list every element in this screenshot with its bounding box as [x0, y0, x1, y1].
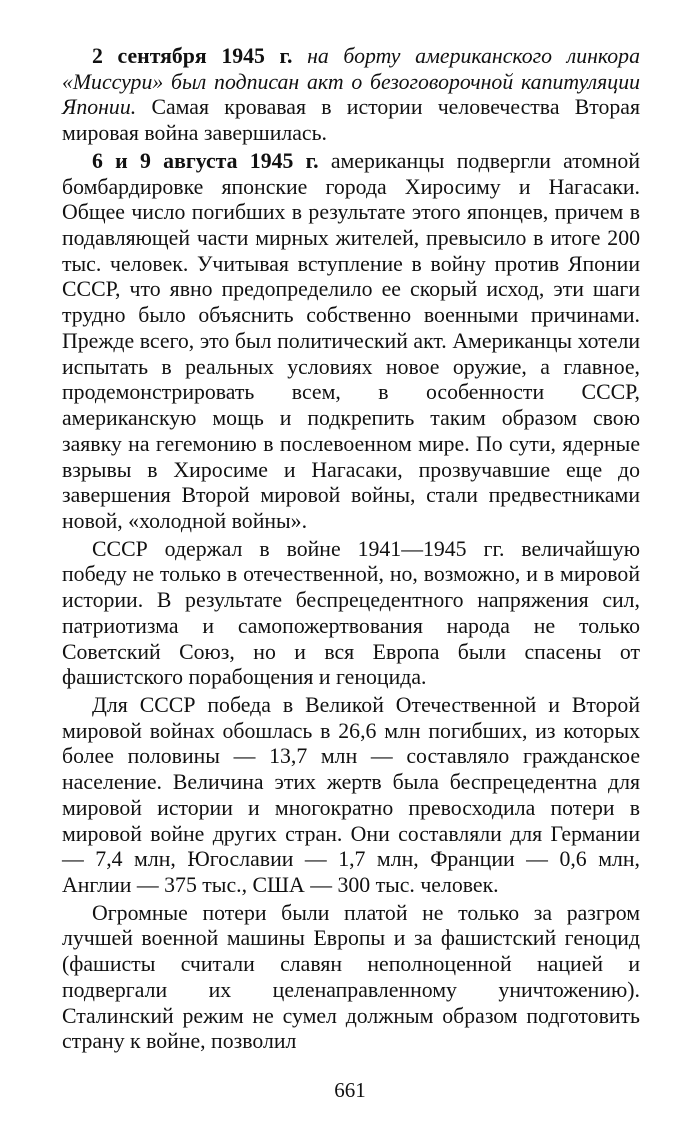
paragraph-text: СССР одержал в войне 1941—1945 гг. величайшую победу не только в отечественной, но, возможно, и в мировой истории. В результате беспрецедентного напряжения сил, патриотизма и самопожертвования народа не только Советский Союз, но и вся Европа были спасены от фашистского порабощения и геноцида.	[62, 536, 640, 690]
date-heading: 6 и 9 августа 1945 г.	[92, 148, 319, 173]
paragraph-price	[62, 901, 640, 1055]
paragraph-losses	[62, 693, 640, 899]
paragraph-text: Для СССР победа в Великой Отечественной и Второй мировой войнах обошлась в 26,6 млн погибших, из которых более половины — 13,7 млн — составляло гражданское население. Величина этих жертв была беспрецедентна для мировой истории и многократно превосходила потери в мировой войне других стран. Они составляли для Германии — 7,4 млн, Югославии — 1,7 млн, Франции — 0,6 млн, Англии — 375 тыс., США — 300 тыс. человек.	[62, 692, 640, 897]
paragraph-text: Самая кровавая в истории человечества Вторая мировая война завершилась.	[62, 95, 641, 146]
paragraph-text: Огромные потери были платой не только за разгром лучшей военной машины Европы и за фашистский геноцид (фашисты считали славян неполноценной нацией и подвергали их целенаправленному уничтожению). Сталинский режим не сумел должным образом подготовить страну к войне, позволил	[62, 900, 640, 1054]
paragraph-text: американцы подвергли атомной бомбардировке японские города Хиросиму и Нагасаки. Общее число погибших в результате этого японцев, причем в подавляющей части мирных жителей, превысило в итоге 200 тыс. человек. Учитывая вступление в войну против Японии СССР, что явно предопределило ее скорый исход, эти шаги трудно было объяснить собственно военными причинами. Прежде всего, это был политический акт. Американцы хотели испытать в реальных условиях новое оружие, а главное, продемонстрировать всем, в особенности СССР, американскую мощь и подкрепить таким образом свою заявку на гегемонию в послевоенном мире. По сути, ядерные взрывы в Хиросиме и Нагасаки, прозвучавшие еще до завершения Второй мировой войны, стали предвестниками новой, «холодной войны».	[62, 148, 640, 533]
date-heading: 2 сентября 1945 г.	[92, 44, 293, 68]
page-number: 661	[334, 1078, 366, 1102]
italic-statement: на борту американского линкора «Миссури» был подписан акт о безоговорочной капитуляции Японии.	[62, 44, 640, 120]
paragraph-victory	[62, 537, 640, 691]
paragraph-atomic-bombing	[62, 149, 640, 535]
paragraph-surrender	[62, 44, 640, 147]
page-body	[62, 44, 640, 1055]
